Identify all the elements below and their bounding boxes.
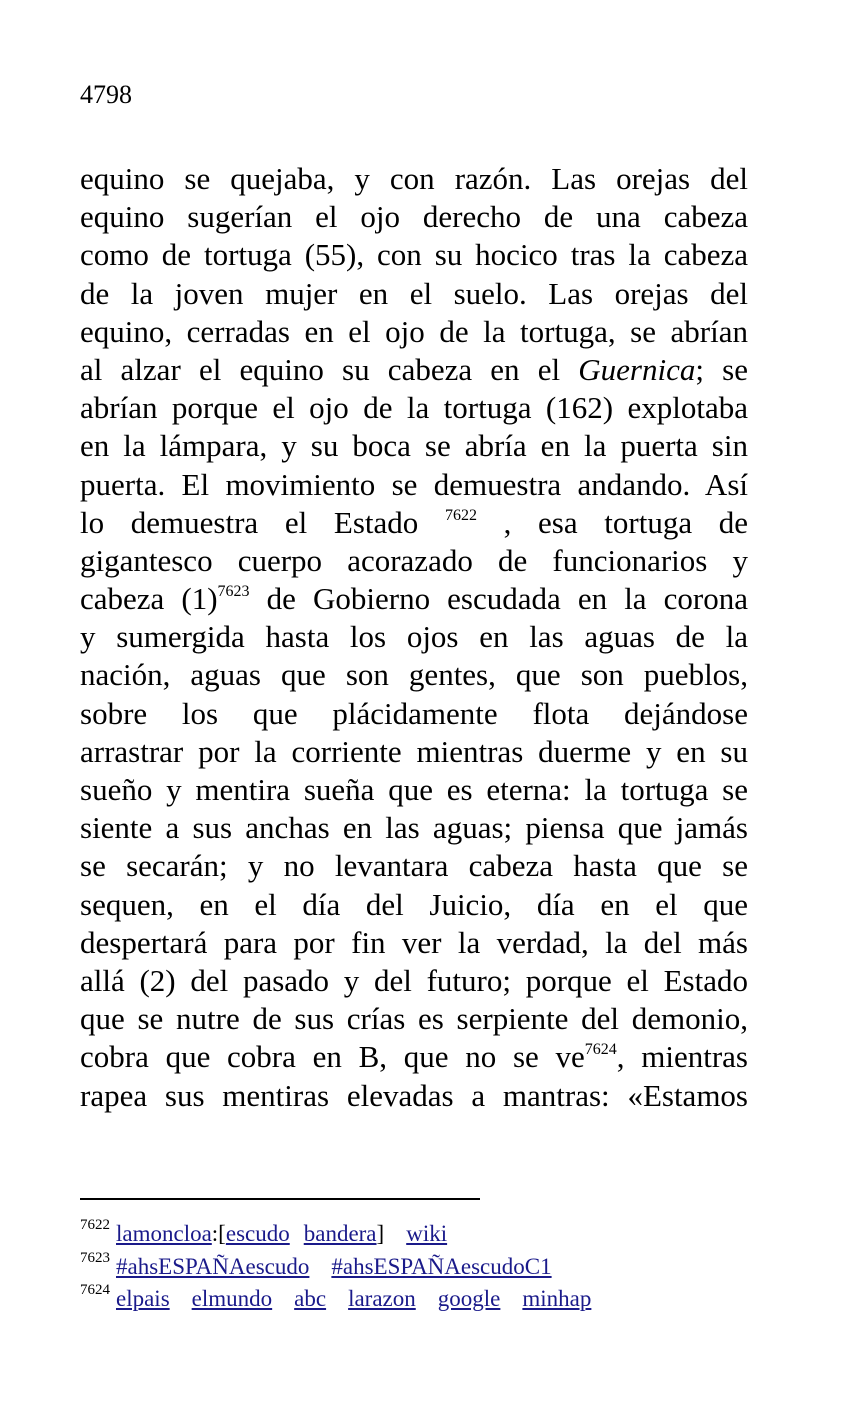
text-line	[80, 1038, 748, 1076]
text-line: equino sugerían el ojo derecho de una cabeza	[80, 199, 748, 235]
text-line: sueño y mentira sueña que es eterna: la tortuga se	[80, 772, 748, 807]
text-line: en la lámpara, y su boca se abría en la puerta sin	[80, 428, 748, 464]
text-segment: , mientras	[616, 1039, 748, 1075]
text-line	[80, 580, 748, 618]
text-line	[80, 351, 748, 389]
text-line: que se nutre de sus crías es serpiente del demonio,	[80, 1001, 748, 1037]
body-text	[80, 160, 748, 1115]
text-line: de la joven mujer en el suelo. Las orejas del	[80, 275, 748, 311]
text-line: despertará para por fin ver la verdad, la del más	[80, 924, 748, 960]
footnote-ref[interactable]: 7622	[444, 506, 477, 524]
text-line: equino se quejaba, y con razón. Las orejas del	[80, 161, 748, 196]
footnote-number: 7623	[80, 1249, 110, 1266]
footnote-7624	[80, 1283, 591, 1316]
link-ahsespana-escudo[interactable]: #ahsESPAÑAescudo	[116, 1253, 310, 1279]
text-line: arrastrar por la corriente mientras duerme y en su	[80, 733, 748, 769]
text-line: nación, aguas que son gentes, que son pueblos,	[80, 657, 748, 693]
footnote-separator: :[	[211, 1221, 226, 1246]
footnote-separator: ]	[376, 1221, 385, 1246]
text-segment: cabeza (1)	[80, 581, 218, 617]
text-segment: lo demuestra el Estado	[80, 504, 419, 540]
link-lamoncloa[interactable]: lamoncloa	[116, 1221, 212, 1246]
text-line: allá (2) del pasado y del futuro; porque el Estado	[80, 962, 748, 998]
link-elmundo[interactable]: elmundo	[191, 1286, 273, 1311]
footnote-ref[interactable]: 7623	[217, 583, 250, 601]
footnote-7622	[80, 1218, 591, 1251]
text-line: como de tortuga (55), con su hocico tras la cabeza	[80, 237, 748, 273]
link-bandera[interactable]: bandera	[303, 1221, 377, 1246]
link-elpais[interactable]: elpais	[116, 1286, 170, 1311]
page-number: 4798	[80, 80, 132, 109]
link-minhap[interactable]: minhap	[522, 1286, 592, 1311]
text-segment: de Gobierno escudada en la corona	[249, 581, 748, 617]
text-line: equino, cerradas en el ojo de la tortuga, se abrían	[80, 313, 748, 349]
text-line: puerta. El movimiento se demuestra andando. Así	[80, 466, 748, 502]
text-line: se secarán; y no levantara cabeza hasta que se	[80, 848, 748, 884]
text-line: abrían porque el ojo de la tortuga (162) explotaba	[80, 390, 748, 426]
text-segment: al alzar el equino su cabeza en el	[80, 351, 579, 387]
footnote-number: 7622	[80, 1217, 110, 1233]
footnote-7623	[80, 1251, 591, 1284]
link-wiki[interactable]: wiki	[406, 1221, 448, 1246]
text-line: sequen, en el día del Juicio, día en el que	[80, 886, 748, 922]
italic-title: Guernica	[578, 351, 696, 387]
text-line: siente a sus anchas en las aguas; piensa que jamás	[80, 810, 748, 846]
text-line: rapea sus mentiras elevadas a mantras: «Estamos	[80, 1077, 748, 1113]
link-google[interactable]: google	[437, 1286, 501, 1311]
text-segment: cobra que cobra en B, que no se ve	[80, 1039, 585, 1075]
link-ahsespana-escudo-c1[interactable]: #ahsESPAÑAescudoC1	[331, 1253, 552, 1279]
link-abc[interactable]: abc	[294, 1286, 327, 1311]
footnote-ref[interactable]: 7624	[584, 1041, 617, 1059]
text-line: y sumergida hasta los ojos en las aguas de la	[80, 619, 748, 655]
text-line: gigantesco cuerpo acorazado de funcionarios y	[80, 542, 748, 578]
footnotes	[80, 1218, 591, 1316]
footnote-number: 7624	[80, 1282, 110, 1298]
text-segment: ; se	[695, 351, 748, 387]
link-escudo[interactable]: escudo	[225, 1221, 290, 1246]
text-line: sobre los que plácidamente flota dejándose	[80, 695, 748, 731]
text-line	[80, 504, 748, 542]
link-larazon[interactable]: larazon	[348, 1286, 416, 1311]
text-segment: , esa tortuga de	[476, 504, 749, 540]
footnote-divider	[80, 1198, 480, 1200]
